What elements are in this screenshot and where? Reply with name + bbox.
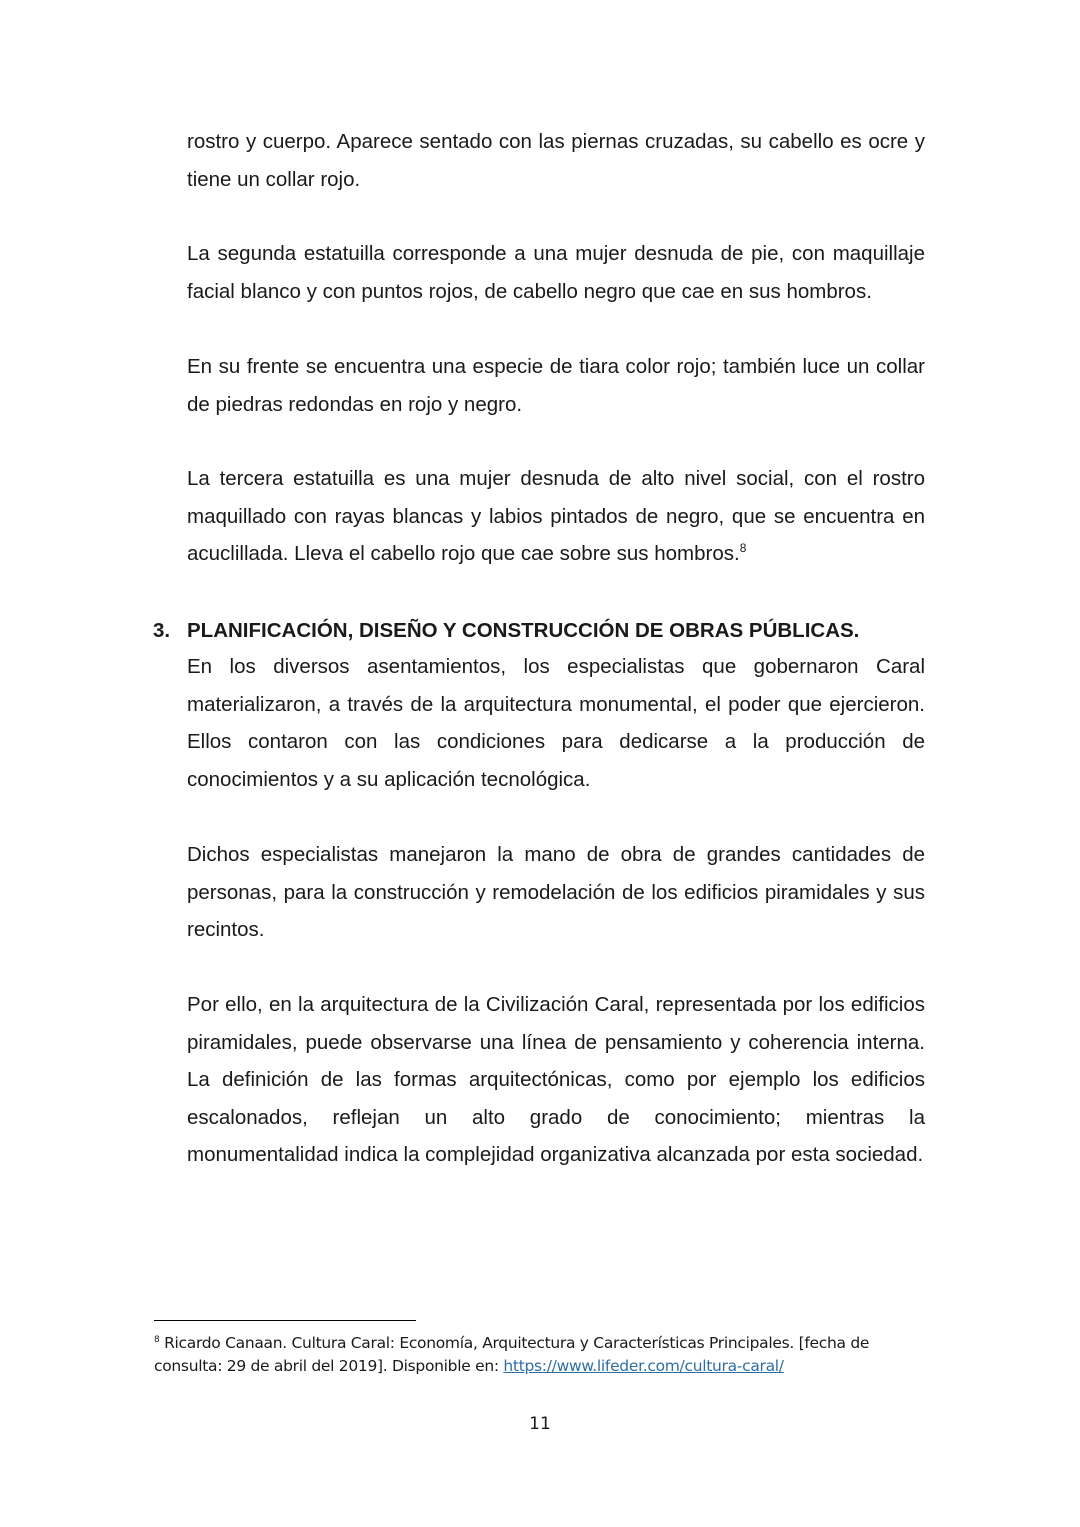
paragraph-first-statuette-end: rostro y cuerpo. Aparece sentado con las piernas cruzadas, su cabello es ocre y tiene un collar rojo. — [187, 130, 925, 191]
paragraph-second-statuette-tiara: En su frente se encuentra una especie de tiara color rojo; también luce un collar de piedras redondas en rojo y negro. — [187, 355, 925, 416]
section-heading — [153, 612, 859, 650]
footnote — [154, 1332, 924, 1378]
section-number: 3. — [153, 619, 171, 642]
paragraph-third-statuette — [187, 460, 925, 573]
paragraph-workforce: Dichos especialistas manejaron la mano de obra de grandes cantidades de personas, para la construcción y remodelación de los edificios piramidales y sus recintos. — [187, 843, 925, 942]
footnote-reference[interactable]: 8 — [739, 541, 747, 556]
footnote-text: Ricardo Canaan. Cultura Caral: Economía, Arquitectura y Características Principales. [fecha de consulta: 29 de abril del 2019]. Disponible en: — [154, 1334, 870, 1375]
section-title: PLANIFICACIÓN, DISEÑO Y CONSTRUCCIÓN DE OBRAS PÚBLICAS. — [187, 619, 860, 642]
paragraph-settlements: En los diversos asentamientos, los especialistas que gobernaron Caral materializaron, a través de la arquitectura monumental, el poder que ejercieron. Ellos contaron con las condiciones para dedicarse a la producción de conocimientos y a su aplicación tecnológica. — [187, 655, 925, 791]
paragraph-second-statuette: La segunda estatuilla corresponde a una mujer desnuda de pie, con maquillaje facial blanco y con puntos rojos, de cabello negro que cae en sus hombros. — [187, 242, 925, 303]
footnote-link[interactable]: https://www.lifeder.com/cultura-caral/ — [503, 1357, 784, 1375]
footnote-separator — [154, 1320, 416, 1321]
paragraph-third-statuette-text: La tercera estatuilla es una mujer desnuda de alto nivel social, con el rostro maquillado con rayas blancas y labios pintados de negro, que se encuentra en acuclillada. Lleva el cabello rojo que cae sobre sus hombros. — [187, 467, 925, 566]
page-number: 11 — [529, 1414, 551, 1434]
footnote-marker: 8 — [154, 1334, 160, 1345]
paragraph-architecture: Por ello, en la arquitectura de la Civilización Caral, representada por los edificios piramidales, puede observarse una línea de pensamiento y coherencia interna. La definición de las formas arquitectónicas, como por ejemplo los edificios escalonados, reflejan un alto grado de conocimiento; mientras la monumentalidad indica la complejidad organizativa alcanzada por esta sociedad. — [187, 993, 925, 1167]
